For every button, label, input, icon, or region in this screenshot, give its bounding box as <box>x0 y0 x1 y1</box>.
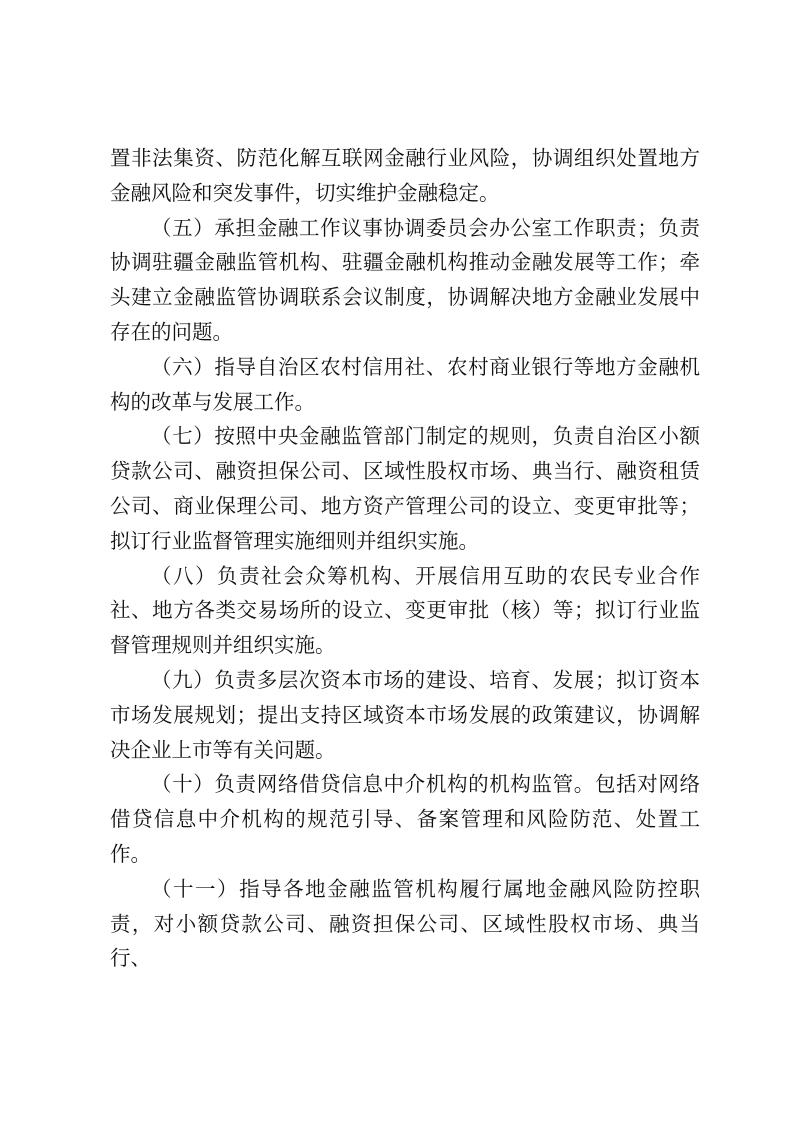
paragraph-item-5: （五）承担金融工作议事协调委员会办公室工作职责；负责协调驻疆金融监管机构、驻疆金融机构推动金融发展等工作；牵头建立金融监管协调联系会议制度，协调解决地方金融业发展中存在的问题。 <box>110 215 700 344</box>
paragraph-item-8: （八）负责社会众筹机构、开展信用互助的农民专业合作社、地方各类交易场所的设立、变更审批（核）等；拟订行业监督管理规则并组织实施。 <box>110 563 700 658</box>
paragraph-item-7: （七）按照中央金融监管部门制定的规则，负责自治区小额贷款公司、融资担保公司、区域性股权市场、典当行、融资租赁公司、商业保理公司、地方资产管理公司的设立、变更审批等；拟订行业监督管理实施细则并组织实施。 <box>110 424 700 553</box>
paragraph-continuation: 置非法集资、防范化解互联网金融行业风险，协调组织处置地方金融风险和突发事件，切实维护金融稳定。 <box>110 146 700 205</box>
paragraph-item-10: （十）负责网络借贷信息中介机构的机构监管。包括对网络借贷信息中介机构的规范引导、备案管理和风险防范、处置工作。 <box>110 772 700 866</box>
paragraph-item-9: （九）负责多层次资本市场的建设、培育、发展；拟订资本市场发展规划；提出支持区域资本市场发展的政策建议，协调解决企业上市等有关问题。 <box>110 667 700 762</box>
document-body <box>110 141 700 976</box>
paragraph-item-11: （十一）指导各地金融监管机构履行属地金融风险防控职责，对小额贷款公司、融资担保公司、区域性股权市场、典当行、 <box>110 876 700 971</box>
paragraph-item-6: （六）指导自治区农村信用社、农村商业银行等地方金融机构的改革与发展工作。 <box>110 354 700 414</box>
